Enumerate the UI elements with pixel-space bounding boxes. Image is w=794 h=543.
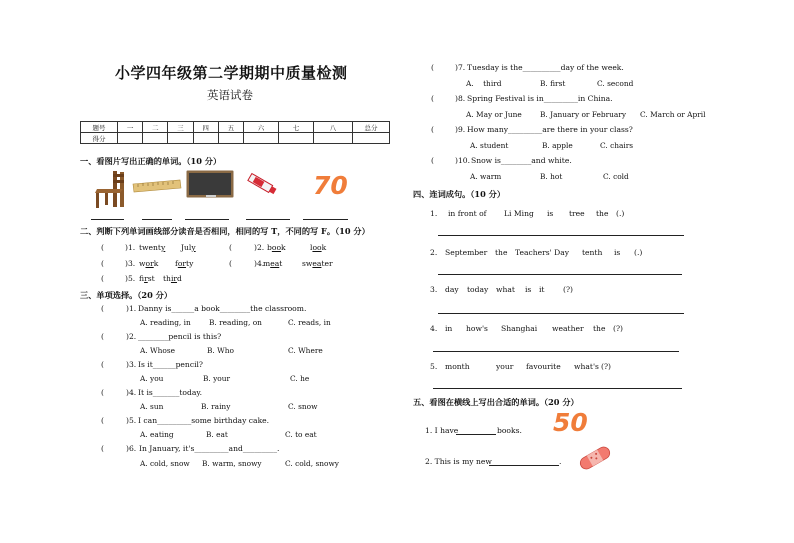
answer-line[interactable] xyxy=(142,219,172,220)
option[interactable]: C. cold xyxy=(603,172,629,181)
answer-line[interactable] xyxy=(456,434,496,435)
item-number: 4. xyxy=(430,324,438,333)
question-number: )5. xyxy=(126,416,137,425)
word: July xyxy=(181,243,196,252)
question-text: Spring Festival is in_________in China. xyxy=(467,94,613,103)
question-number: )2. xyxy=(126,332,137,341)
answer-line[interactable] xyxy=(438,235,684,236)
word: sweater xyxy=(302,259,333,268)
paren-open: ( xyxy=(101,332,104,341)
option[interactable]: A. third xyxy=(466,79,502,88)
question-number: )9. xyxy=(455,125,466,134)
option[interactable]: C. Where xyxy=(288,346,323,355)
word: is xyxy=(614,248,621,257)
paren-open: ( xyxy=(101,416,104,425)
question-number: )6. xyxy=(126,444,137,453)
word: it xyxy=(539,285,545,294)
word: (.) xyxy=(616,209,625,218)
word: weather xyxy=(552,324,584,333)
paren-open: ( xyxy=(101,388,104,397)
option[interactable]: B. eat xyxy=(206,430,228,439)
ruler-icon xyxy=(132,179,182,193)
word: today xyxy=(467,285,489,294)
option[interactable]: B. your xyxy=(203,374,231,383)
option[interactable]: C. snow xyxy=(288,402,318,411)
word: September xyxy=(445,248,488,257)
table-cell: 七 xyxy=(279,122,314,133)
table-cell: 得分 xyxy=(81,133,118,144)
item-number: 3. xyxy=(430,285,438,294)
table-cell: 二 xyxy=(143,122,168,133)
paren-open: ( xyxy=(101,259,104,268)
table-cell: 三 xyxy=(168,122,193,133)
option[interactable]: B. reading, on xyxy=(209,318,262,327)
word: Shanghai xyxy=(501,324,538,333)
word: in xyxy=(445,324,453,333)
pencil-case-icon xyxy=(577,444,613,472)
option[interactable]: C. cold, snowy xyxy=(285,459,339,468)
option[interactable]: A. eating xyxy=(140,430,174,439)
score-cell[interactable] xyxy=(279,133,314,144)
item-number: )3. xyxy=(125,259,136,268)
word: look xyxy=(310,243,327,252)
section1-heading: 一、看图片写出正确的单词。（10 分） xyxy=(80,156,222,166)
question-text: I can_________some birthday cake. xyxy=(138,416,270,425)
word: Li Ming xyxy=(504,209,534,218)
paren-open: ( xyxy=(431,94,434,103)
word: the xyxy=(495,248,508,257)
sentence-end: books. xyxy=(497,426,522,435)
word: what xyxy=(496,285,515,294)
question-number: )4. xyxy=(126,388,137,397)
score-cell[interactable] xyxy=(314,133,353,144)
number-50-picture: 50 xyxy=(553,408,588,437)
option[interactable]: B. hot xyxy=(540,172,563,181)
question-number: )1. xyxy=(126,304,137,313)
paren-open: ( xyxy=(101,360,104,369)
score-table xyxy=(80,121,390,144)
page-title: 小学四年级第二学期期中质量检测 xyxy=(115,64,348,82)
paren-open: ( xyxy=(431,156,434,165)
question-number: )10. xyxy=(455,156,471,165)
answer-line[interactable] xyxy=(489,465,559,466)
word: work xyxy=(139,259,159,268)
item-number: )2. xyxy=(254,243,265,252)
word: tree xyxy=(569,209,585,218)
question-text: How many_________are there in your class? xyxy=(467,125,633,134)
score-cell[interactable] xyxy=(244,133,279,144)
item-number: )4. xyxy=(254,259,265,268)
paren-open: ( xyxy=(101,444,104,453)
table-cell: 一 xyxy=(118,122,143,133)
option[interactable]: C. he xyxy=(290,374,310,383)
paren-open: ( xyxy=(229,243,232,252)
paren-open: ( xyxy=(101,243,104,252)
answer-line[interactable] xyxy=(433,388,682,389)
word: is xyxy=(547,209,554,218)
option[interactable]: A. warm xyxy=(470,172,502,181)
word: your xyxy=(496,362,514,371)
word: in front of xyxy=(448,209,487,218)
score-cell[interactable] xyxy=(193,133,218,144)
word: the xyxy=(593,324,606,333)
answer-line[interactable] xyxy=(246,219,290,220)
table-cell: 八 xyxy=(314,122,353,133)
question-text: ________pencil is this? xyxy=(138,332,222,341)
page-subtitle: 英语试卷 xyxy=(207,88,253,102)
option[interactable]: A. sun xyxy=(140,402,164,411)
question-text: Danny is______a book________the classroom. xyxy=(138,304,307,313)
word: third xyxy=(163,274,182,283)
score-cell[interactable] xyxy=(143,133,168,144)
table-cell: 五 xyxy=(218,122,243,133)
paren-open: ( xyxy=(431,125,434,134)
question-text: Is it______pencil? xyxy=(138,360,203,369)
option[interactable]: B. Who xyxy=(207,346,234,355)
option[interactable]: B. warm, snowy xyxy=(202,459,262,468)
score-cell[interactable] xyxy=(118,133,143,144)
sentence-end: . xyxy=(559,457,562,466)
option[interactable]: B. apple xyxy=(542,141,573,150)
word: (.) xyxy=(634,248,643,257)
word: what's xyxy=(574,362,599,371)
score-table-header-row xyxy=(81,122,390,133)
option[interactable]: B. first xyxy=(540,79,566,88)
word: is xyxy=(525,285,532,294)
number-70-picture: 70 xyxy=(313,171,348,200)
question-number: )3. xyxy=(126,360,137,369)
paren-open: ( xyxy=(101,304,104,313)
question-text: Snow is________and white. xyxy=(471,156,572,165)
option[interactable]: B. rainy xyxy=(201,402,231,411)
word: first xyxy=(139,274,155,283)
word: Teachers' Day xyxy=(515,248,570,257)
word: meat xyxy=(263,259,283,268)
option[interactable]: A. May or June xyxy=(466,110,522,119)
word: forty xyxy=(175,259,194,268)
table-cell: 题号 xyxy=(81,122,118,133)
question-text: It is_______today. xyxy=(138,388,203,397)
option[interactable]: B. January or February xyxy=(540,110,627,119)
option[interactable]: C. reads, in xyxy=(288,318,331,327)
answer-line[interactable] xyxy=(185,219,229,220)
question-number: )8. xyxy=(455,94,466,103)
word: favourite xyxy=(526,362,561,371)
option[interactable]: A. cold, snow xyxy=(140,459,190,468)
option[interactable]: A. reading, in xyxy=(140,318,191,327)
item-number: 5. xyxy=(430,362,438,371)
sentence-start: 1. I have xyxy=(425,426,459,435)
section4-heading: 四、连词成句。（10 分） xyxy=(413,189,506,199)
answer-line[interactable] xyxy=(91,219,124,220)
sentence-start: 2. This is my new xyxy=(425,457,492,466)
score-cell[interactable] xyxy=(353,133,390,144)
answer-line[interactable] xyxy=(438,313,684,314)
answer-line[interactable] xyxy=(433,351,679,352)
chair-icon xyxy=(93,169,127,209)
item-number: )5. xyxy=(125,274,136,283)
word: the xyxy=(596,209,609,218)
word: (?) xyxy=(601,362,611,371)
option[interactable]: A. you xyxy=(140,374,164,383)
word: month xyxy=(445,362,470,371)
section2-heading: 二、判断下列单词画线部分读音是否相同，相同的写 T，不同的写 F。（10 分） xyxy=(80,226,370,236)
section5-heading: 五、看图在横线上写出合适的单词。（20 分） xyxy=(413,397,579,407)
section3-heading: 三、单项选择。（20 分） xyxy=(80,290,173,300)
option[interactable]: C. second xyxy=(597,79,634,88)
question-number: )7. xyxy=(455,63,466,72)
table-cell: 六 xyxy=(244,122,279,133)
score-table-score-row xyxy=(81,133,390,144)
word: book xyxy=(267,243,286,252)
item-number: )1. xyxy=(125,243,136,252)
item-number: 1. xyxy=(430,209,438,218)
word: tenth xyxy=(582,248,603,257)
table-cell: 四 xyxy=(193,122,218,133)
paren-open: ( xyxy=(229,259,232,268)
option[interactable]: A. Whose xyxy=(140,346,176,355)
paren-open: ( xyxy=(101,274,104,283)
answer-line[interactable] xyxy=(438,274,682,275)
word: how's xyxy=(466,324,488,333)
table-cell: 总分 xyxy=(353,122,390,133)
glue-stick-icon xyxy=(244,171,280,197)
option[interactable]: C. to eat xyxy=(285,430,317,439)
score-cell[interactable] xyxy=(168,133,193,144)
answer-line[interactable] xyxy=(303,219,348,220)
question-text: Tuesday is the__________day of the week. xyxy=(467,63,624,72)
word: (?) xyxy=(563,285,573,294)
item-number: 2. xyxy=(430,248,438,257)
paren-open: ( xyxy=(431,63,434,72)
word: (?) xyxy=(613,324,623,333)
word: twenty xyxy=(139,243,166,252)
blackboard-icon xyxy=(186,170,234,198)
word: day xyxy=(445,285,459,294)
score-cell[interactable] xyxy=(218,133,243,144)
option[interactable]: A. student xyxy=(470,141,509,150)
option[interactable]: C. chairs xyxy=(600,141,634,150)
question-text: In January, it's_________and_________. xyxy=(139,444,280,453)
option[interactable]: C. March or April xyxy=(640,110,706,119)
